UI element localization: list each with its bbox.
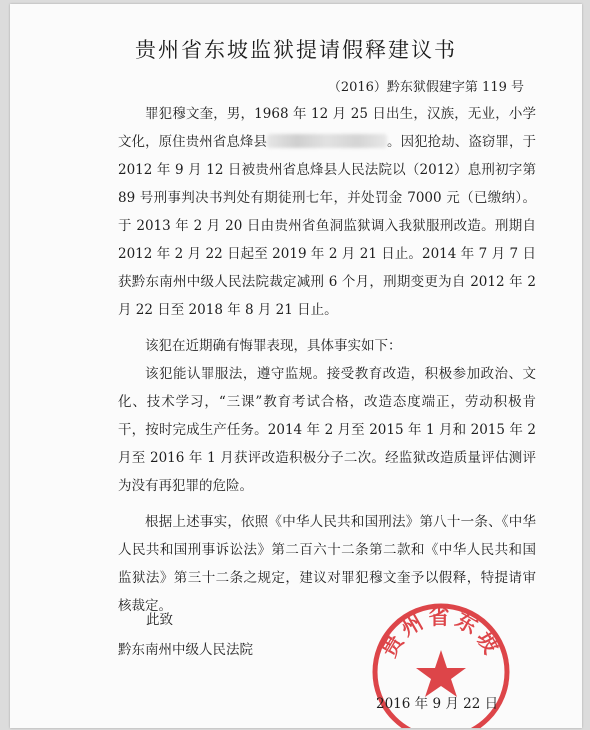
document-body	[118, 100, 536, 620]
paragraph-facts: 该犯能认罪服法，遵守监规。接受教育改造，积极参加政治、文化、技术学习，“三课”教育考试合格，改造态度端正，劳动积极肯干，按时完成生产任务。2014 年 2 月至 2015 年 1 月和 2015 年 2 月至 2016 年 1 月获评改造积极分子二次。经监狱改造质量评估测评为没有再犯罪的危险。	[118, 366, 536, 494]
document-page	[10, 4, 582, 728]
paragraph-intro: 该犯在近期确有悔罪表现，具体事实如下：	[145, 338, 402, 354]
document-date: 2016 年 9 月 22 日	[376, 696, 499, 712]
paragraph-prisoner-info	[118, 100, 536, 324]
document-title: 贵州省东坡监狱提请假释建议书	[135, 38, 457, 62]
paragraph-prisoner-info-part2: 。因犯抢劫、盗窃罪，于 2012 年 9 月 12 日被贵州省息烽县人民法院以（2012）息刑初字第 89 号刑事判决书判处有期徒刑七年，并处罚金 7000 元（已缴纳）。于 2013 年 2 月 20 日由贵州省鱼洞监狱调入我狱服刑改造。刑期自 2012 年 2 月 22 日起至 2019 年 2 月 21 日止。2014 年 7 月 7 日获黔东南州中级人民法院裁定减刑 6 个月，刑期变更为自 2012 年 2 月 22 日至 2018 年 8 月 21 日止。	[118, 134, 536, 318]
redacted-address	[267, 134, 387, 148]
svg-text:贵州省东坡: 贵州省东坡	[375, 604, 507, 662]
document-number: （2016）黔东狱假建字第 119 号	[327, 80, 524, 95]
recipient: 黔东南州中级人民法院	[118, 642, 253, 658]
paragraph-prisoner-info-part1: 罪犯穆文奎，男，1968 年 12 月 25 日出生，汉族，无业，小学文化，原住贵州省息烽县	[118, 106, 536, 150]
closing-salutation: 此致	[146, 612, 173, 628]
paragraph-conclusion: 根据上述事实，依照《中华人民共和国刑法》第八十一条、《中华人民共和国刑事诉讼法》第二百六十二条第二款和《中华人民共和国监狱法》第三十二条之规定，建议对罪犯穆文奎予以假释，特提请审核裁定。	[118, 514, 536, 614]
